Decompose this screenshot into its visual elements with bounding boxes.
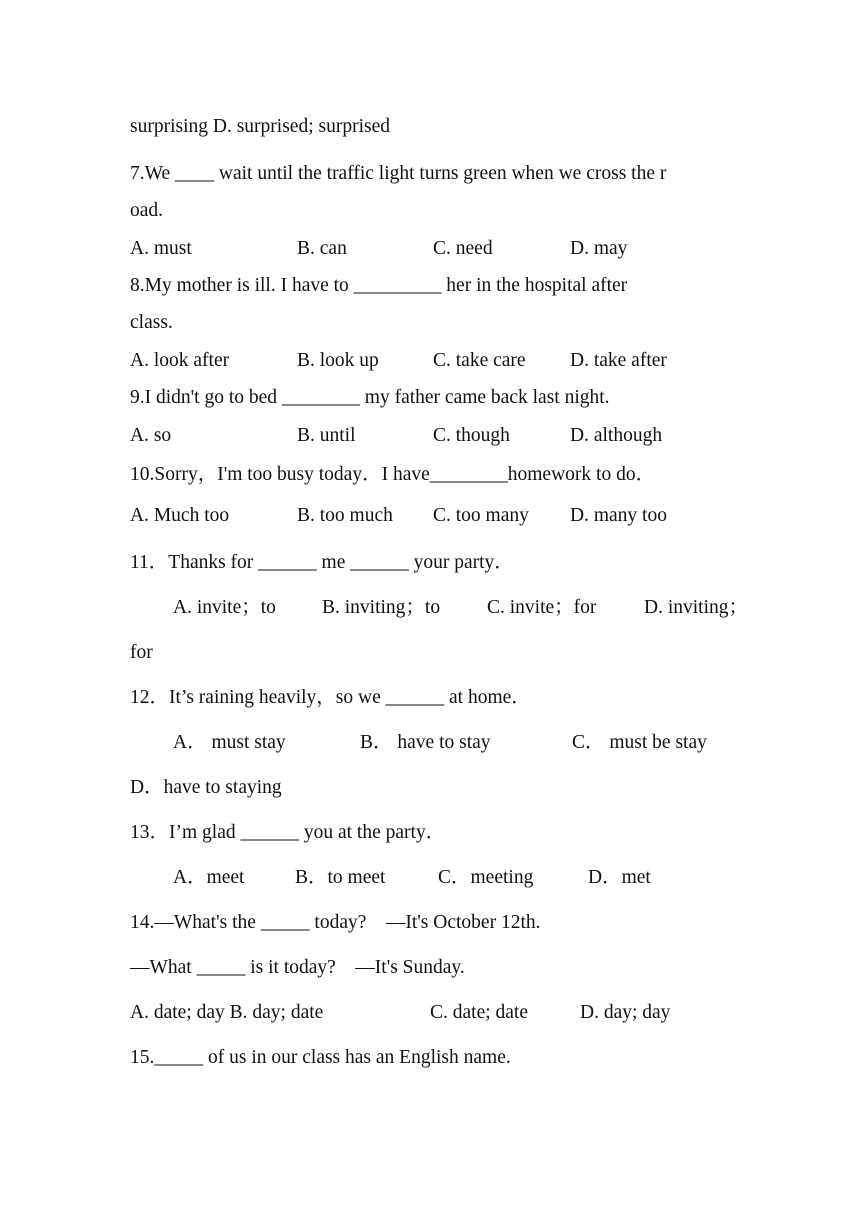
- question-12-stem: 12．It’s raining heavily，so we ______ at home．: [130, 687, 531, 708]
- option-c: C. take care: [433, 350, 526, 371]
- option-b: B．to meet: [295, 867, 386, 888]
- question-12-option-d: D．have to staying: [130, 777, 282, 798]
- option-c: C．meeting: [438, 867, 534, 888]
- option-b: B. look up: [297, 350, 379, 371]
- question-8-stem-cont: class.: [130, 312, 173, 333]
- question-10-options: [0, 504, 860, 528]
- option-a: A．meet: [173, 867, 245, 888]
- option-a: A. invite；to: [173, 597, 276, 618]
- option-a: A. Much too: [130, 505, 230, 526]
- question-14-stem: 14.—What's the _____ today? —It's October 12th.: [130, 912, 541, 933]
- question-9-options: [0, 424, 860, 448]
- option-a: A． must stay: [173, 732, 286, 753]
- question-11-stem: 11．Thanks for ______ me ______ your party．: [130, 552, 514, 573]
- question-14-stem-cont: —What _____ is it today? —It's Sunday.: [130, 957, 465, 978]
- option-a: A. look after: [130, 350, 230, 371]
- option-d: D. although: [570, 425, 663, 446]
- option-b: B. until: [297, 425, 356, 446]
- option-c: C. though: [433, 425, 510, 446]
- option-d: D. many too: [570, 505, 667, 526]
- option-d: D. inviting；: [644, 597, 749, 618]
- option-c: C. date; date: [430, 1002, 529, 1023]
- question-9-stem: 9.I didn't go to bed ________ my father came back last night.: [130, 387, 610, 408]
- question-7-options: [0, 237, 860, 261]
- option-c: C. invite；for: [487, 597, 597, 618]
- question-15-stem: 15._____ of us in our class has an English name.: [130, 1047, 511, 1068]
- option-b: B． have to stay: [360, 732, 491, 753]
- option-d: D．met: [588, 867, 651, 888]
- question-13-options: [0, 866, 860, 890]
- question-11-options: [0, 596, 860, 620]
- option-a: A. so: [130, 425, 172, 446]
- option-b: B. can: [297, 238, 347, 259]
- question-14-options: [0, 1001, 860, 1025]
- question-7-stem: 7.We ____ wait until the traffic light turns green when we cross the r: [130, 163, 667, 184]
- option-d: D. may: [570, 238, 628, 259]
- text-line: surprising D. surprised; surprised: [130, 116, 390, 137]
- question-11-options-cont: for: [130, 642, 153, 663]
- question-7-stem-cont: oad.: [130, 200, 164, 221]
- option-d: D. take after: [570, 350, 667, 371]
- question-8-options: [0, 349, 860, 373]
- option-a: A. must: [130, 238, 192, 259]
- question-12-options: [0, 731, 860, 755]
- option-c: C. need: [433, 238, 493, 259]
- question-13-stem: 13．I’m glad ______ you at the party．: [130, 822, 446, 843]
- option-b: B. too much: [297, 505, 393, 526]
- option-d: D. day; day: [580, 1002, 671, 1023]
- question-10-stem: 10.Sorry，I'm too busy today．I have________homework to do．: [130, 464, 656, 485]
- option-c: C． must be stay: [572, 732, 707, 753]
- option-a-b: A. date; day B. day; date: [130, 1002, 324, 1023]
- option-b: B. inviting；to: [322, 597, 441, 618]
- question-8-stem: 8.My mother is ill. I have to _________ her in the hospital after: [130, 275, 628, 296]
- option-c: C. too many: [433, 505, 529, 526]
